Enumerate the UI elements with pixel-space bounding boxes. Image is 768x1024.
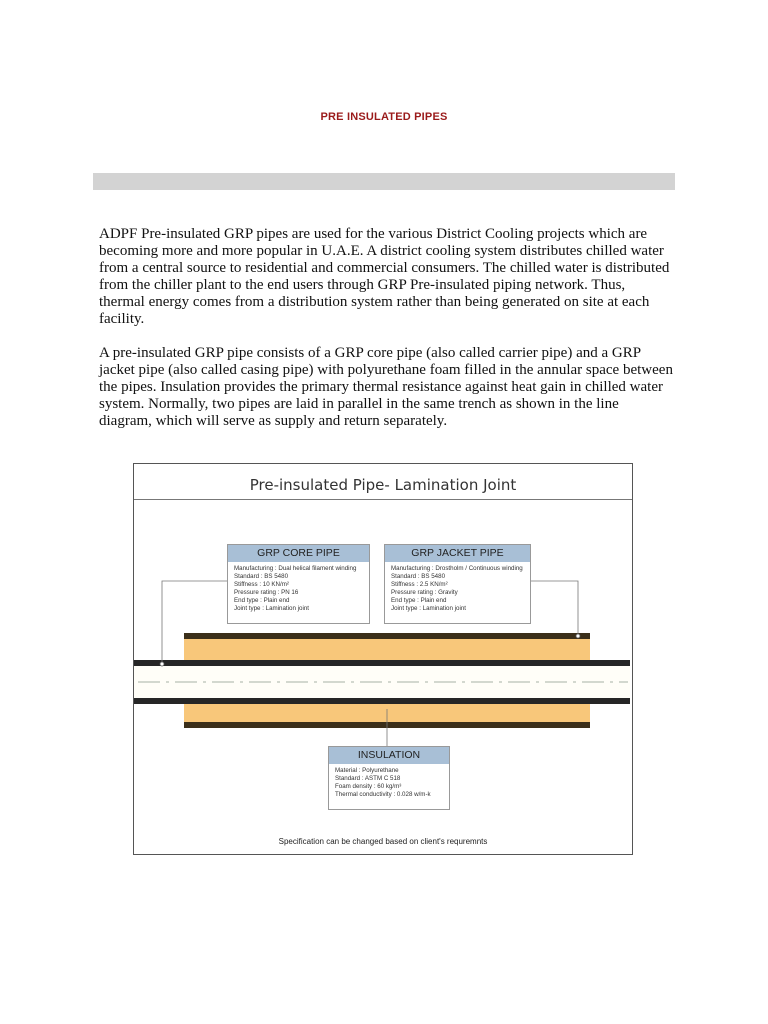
spec-line: End type : Plain end	[391, 597, 447, 604]
insulation-heading: INSULATION	[329, 747, 449, 764]
jacket-leader-line	[529, 581, 578, 636]
pipe-diagram-figure	[133, 463, 633, 855]
figure-title: Pre-insulated Pipe- Lamination Joint	[249, 476, 517, 494]
spec-line: Thermal conductivity : 0.028 w/m-k	[335, 791, 431, 798]
core-pipe-interior	[134, 666, 630, 699]
core-pipe-spec-box	[227, 544, 370, 624]
spec-line: Joint type : Lamination joint	[234, 605, 309, 612]
core-top-wall	[134, 660, 630, 666]
spec-line: Standard : BS 5480	[391, 573, 446, 580]
core-leader-dot	[160, 662, 164, 666]
intro-paragraph: ADPF Pre-insulated GRP pipes are used for the various District Cooling projects which are becoming more and more popular in U.A.E. A district cooling system distributes chilled water from a central source to residential and commercial consumers. The chilled water is distributed from the chiller plant to the end users through GRP Pre-insulated piping network. Thus, thermal energy comes from a distribution system rather than being generated on site at each facility.	[99, 226, 670, 327]
figure-footnote: Specification can be changed based on client's requremnts	[278, 837, 488, 846]
spec-line: Joint type : Lamination joint	[391, 605, 466, 612]
spec-line: Material : Polyurethane	[335, 767, 399, 774]
header-divider-bar	[93, 173, 675, 190]
jacket-leader-dot	[576, 634, 580, 638]
insulation-spec-box	[328, 746, 450, 810]
jacket-pipe-spec-box	[384, 544, 531, 624]
spec-line: Standard : ASTM C 518	[335, 775, 401, 782]
spec-line: Stiffness : 10 KN/m²	[234, 581, 289, 588]
construction-paragraph: A pre-insulated GRP pipe consists of a GRP core pipe (also called carrier pipe) and a GRP jacket pipe (also called casing pipe) with polyurethane foam filled in the annular space between the pipes. Insulation provides the primary thermal resistance against heat gain in chilled water system. Normally, two pipes are laid in parallel in the same trench as shown in the line diagram, which will serve as supply and return separately.	[99, 345, 673, 429]
jacket-pipe-heading: GRP JACKET PIPE	[385, 545, 530, 562]
spec-line: Foam density : 60 kg/m³	[335, 783, 402, 790]
spec-line: Pressure rating : PN 16	[234, 589, 299, 596]
core-bottom-wall	[134, 698, 630, 704]
spec-line: End type : Plain end	[234, 597, 290, 604]
spec-line: Standard : BS 5480	[234, 573, 289, 580]
core-pipe-heading: GRP CORE PIPE	[228, 545, 369, 562]
page-title: PRE INSULATED PIPES	[320, 111, 448, 123]
spec-line: Pressure rating : Gravity	[391, 589, 458, 596]
spec-line: Manufacturing : Drostholm / Continuous winding	[391, 565, 523, 572]
jacket-top-wall	[184, 633, 590, 639]
spec-line: Manufacturing : Dual helical filament winding	[234, 565, 357, 572]
spec-line: Stiffness : 2.5 KN/m²	[391, 581, 448, 588]
